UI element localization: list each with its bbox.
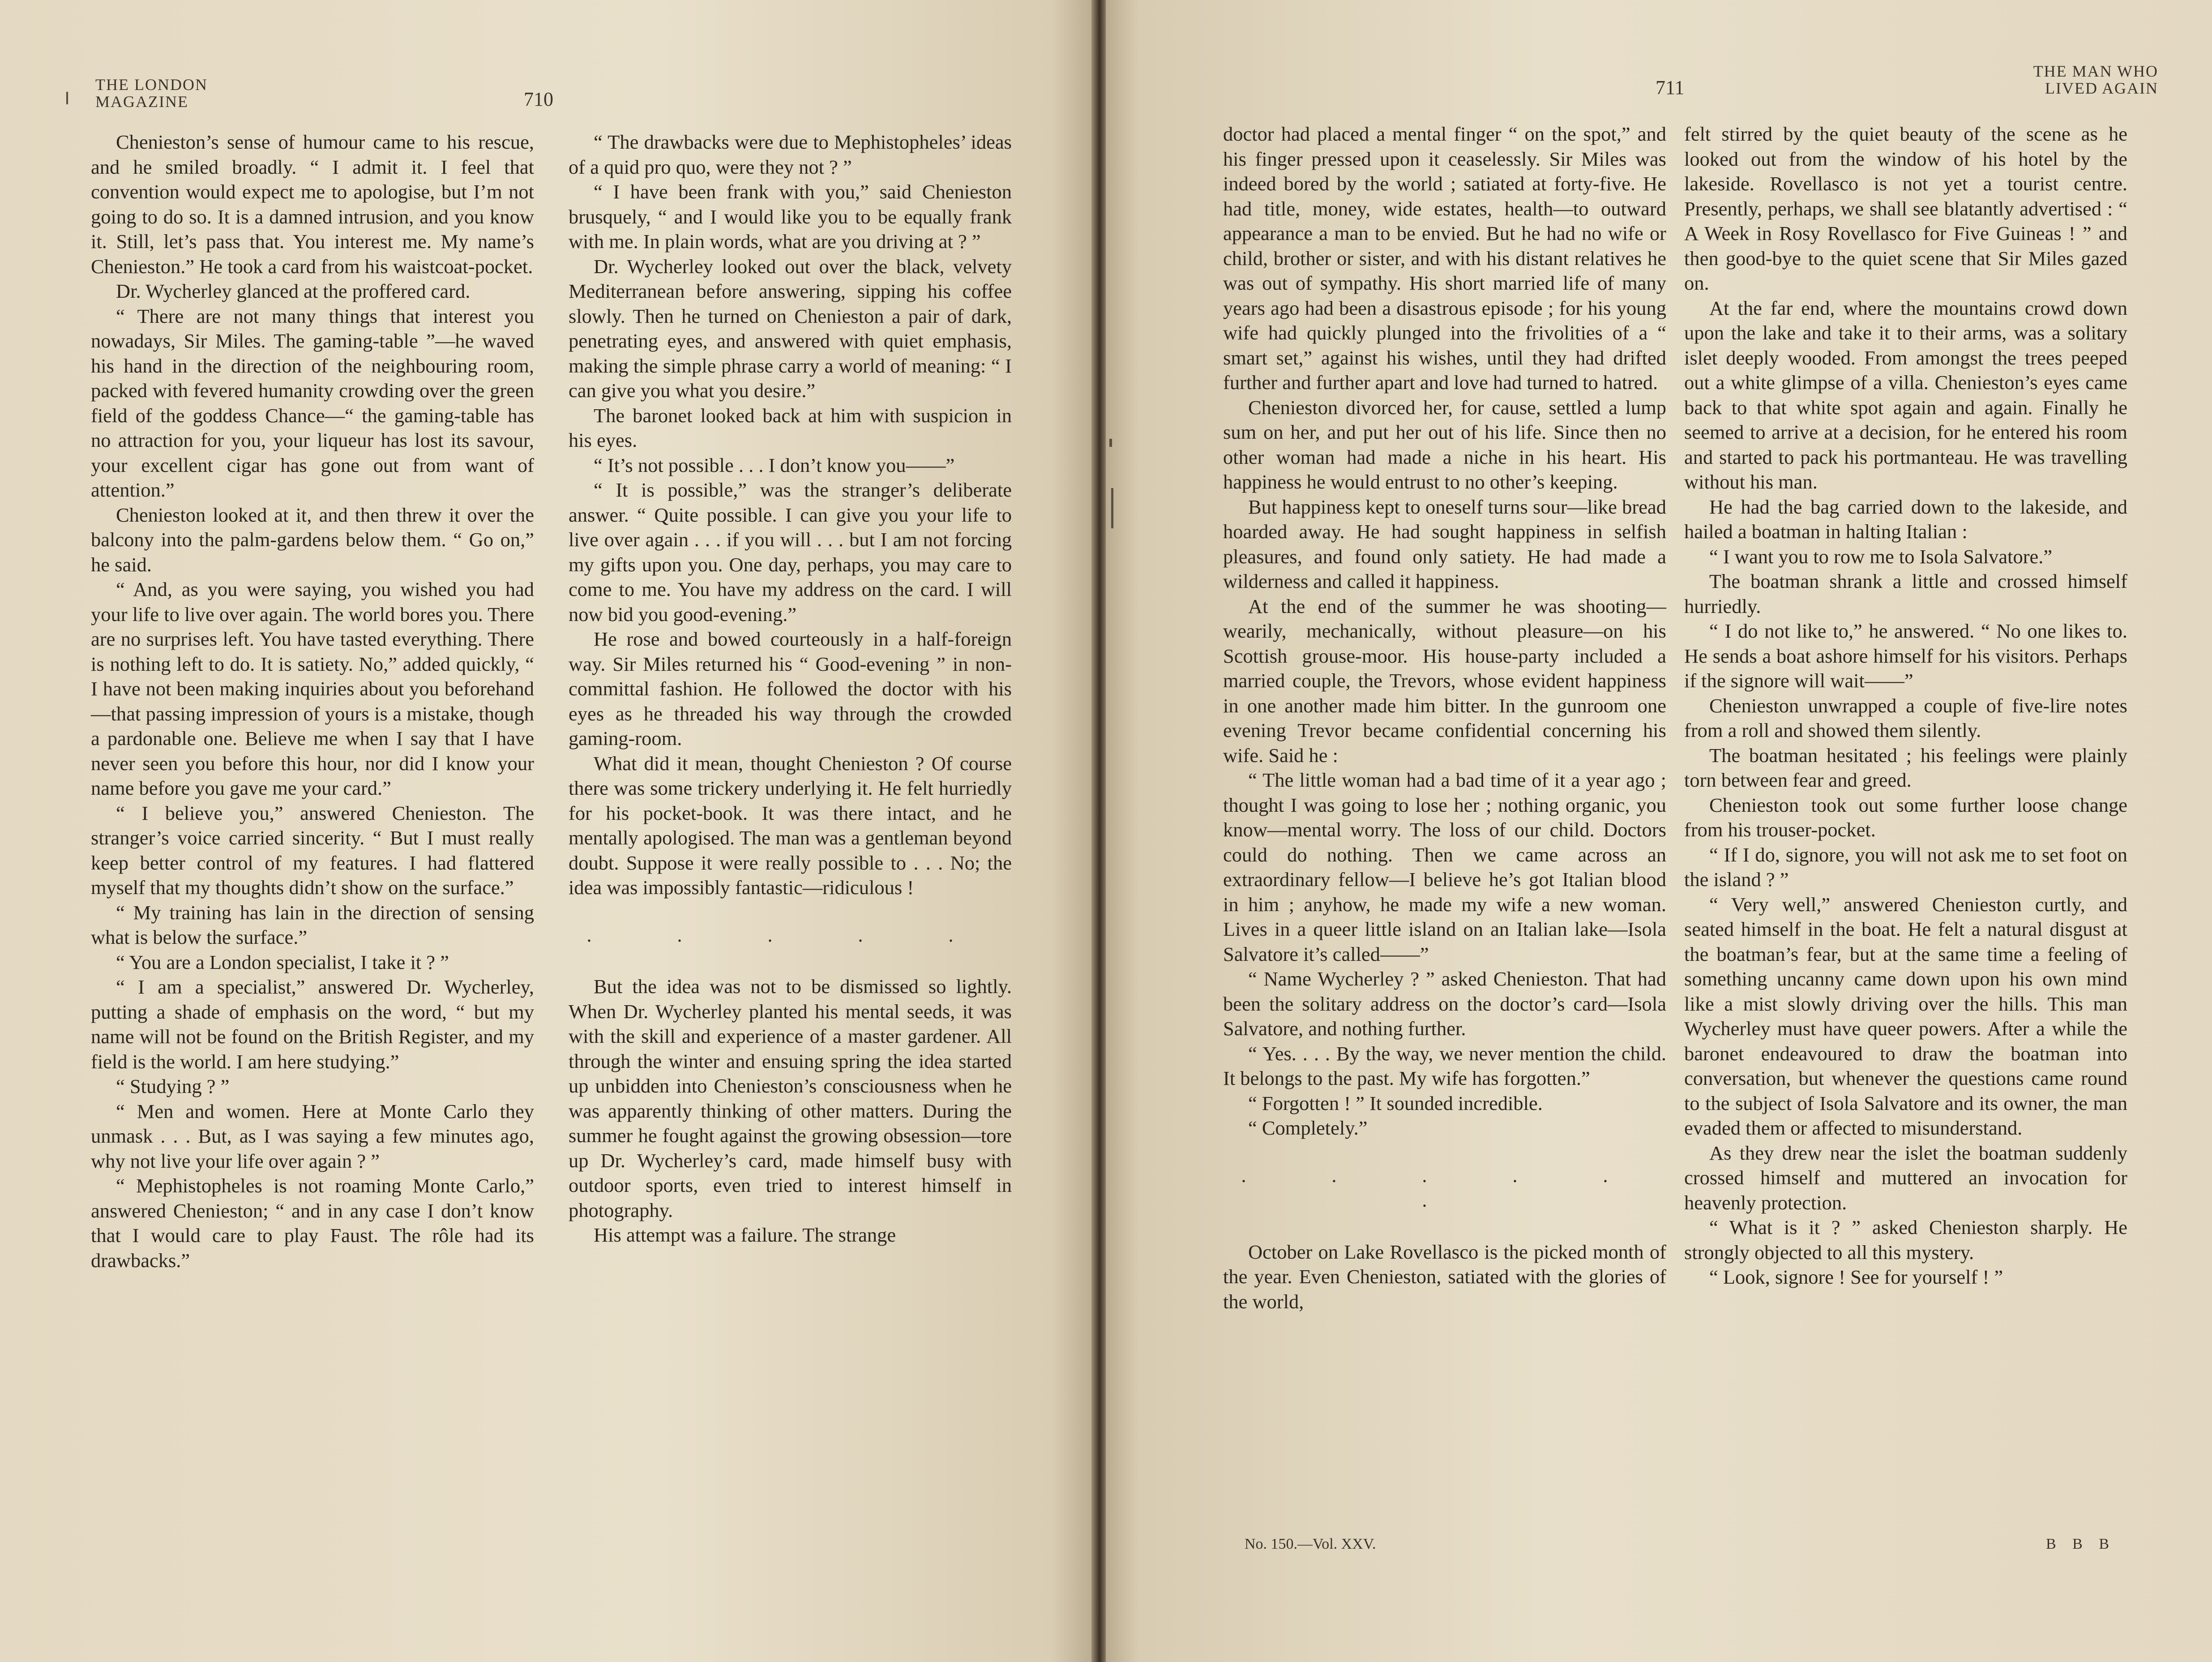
margin-mark xyxy=(1109,439,1112,447)
paragraph: “ Yes. . . . By the way, we never mention the child. It belongs to the past. My wife has forgotten.” xyxy=(1223,1042,1666,1089)
signature-mark: B B B xyxy=(2046,1536,2116,1552)
paragraph: Dr. Wycherley glanced at the proffered card. xyxy=(116,280,471,302)
book-gutter xyxy=(1091,0,1108,1662)
paragraph: “ I have been frank with you,” said Chenieston brusquely, “ and I would like you to be equally frank with me. In plain words, what are you driving at ? ” xyxy=(569,180,1012,253)
paragraph: “ It is possible,” was the stranger’s deliberate answer. “ Quite possible. I can give you your life to live over again . . . if you will . . . but I am not forcing my gifts upon you. One day, perhaps, you may care to come to me. You have my address on the card. I will now bid you good-evening.” xyxy=(569,479,1012,625)
paragraph: “ I do not like to,” he answered. “ No one likes to. He sends a boat ashore himself for his visitors. Perhaps if the signore will wait——” xyxy=(1684,620,2127,692)
running-head-left xyxy=(95,76,208,110)
paragraph: “ Look, signore ! See for yourself ! ” xyxy=(1709,1266,2003,1288)
paragraph: “ You are a London specialist, I take it ? ” xyxy=(116,951,449,973)
paragraph: Chenieston’s sense of humour came to his rescue, and he smiled broadly. “ I admit it. I feel that convention would expect me to apologise, but I’m not going to do so. It is a damned intrusion, and you know it. Still, let’s pass that. You interest me. My name’s Chenieston.” He took a card from his waistcoat-pocket. xyxy=(91,131,534,278)
margin-mark xyxy=(66,92,68,104)
paragraph: Chenieston unwrapped a couple of five-lire notes from a roll and showed them silently. xyxy=(1684,694,2127,741)
left-column-2 xyxy=(569,130,1012,1248)
paragraph: “ Completely.” xyxy=(1248,1117,1368,1139)
page-number: 711 xyxy=(1656,77,1685,99)
paragraph: “ Name Wycherley ? ” asked Chenieston. That had been the solitary address on the doctor’s card—Isola Salvatore, and nothing further. xyxy=(1223,968,1666,1040)
paragraph: Chenieston divorced her, for cause, settled a lump sum on her, and put her out of his life. Since then no other woman had made a niche in his heart. His happiness he would entrust to no other’s keeping. xyxy=(1223,396,1666,493)
paragraph: “ My training has lain in the direction of sensing what is below the surface.” xyxy=(91,901,534,948)
paragraph: He had the bag carried down to the lakeside, and hailed a boatman in halting Italian : xyxy=(1684,495,2127,543)
right-page xyxy=(1106,0,2212,1662)
paragraph: “ It’s not possible . . . I don’t know you——” xyxy=(594,454,955,476)
paragraph: The boatman hesitated ; his feelings were plainly torn between fear and greed. xyxy=(1684,744,2127,791)
paragraph: felt stirred by the quiet beauty of the scene as he looked out from the window of his hotel by the lakeside. Rovellasco is not yet a tourist centre. Presently, perhaps, we shall see blatantly advertised : “ A Week in Rosy Rovellasco for Five Guineas ! ” and then good-bye to the quiet scene that Sir Miles gazed on. xyxy=(1684,123,2127,294)
paragraph: But happiness kept to oneself turns sour—like bread hoarded away. He had sought happiness in selfish pleasures, and found only satiety. He had made a wilderness and called it happiness. xyxy=(1223,495,1666,592)
paragraph: “ If I do, signore, you will not ask me to set foot on the island ? ” xyxy=(1684,843,2127,891)
paragraph: “ I want you to row me to Isola Salvatore.” xyxy=(1709,545,2053,568)
left-column-1 xyxy=(91,130,534,1273)
left-page xyxy=(0,0,1095,1662)
paragraph: Chenieston looked at it, and then threw it over the balcony into the palm-gardens below them. “ Go on,” he said. xyxy=(91,503,534,576)
paragraph: His attempt was a failure. The strange xyxy=(594,1224,896,1246)
paragraph: “ I am a specialist,” answered Dr. Wycherley, putting a shade of emphasis on the word, “ but my name will not be found on the British Register, and my field is the world. I am here studying.” xyxy=(91,976,534,1073)
paragraph: “ The little woman had a bad time of it a year ago ; thought I was going to lose her ; nothing organic, you know—mental worry. The loss of our child. Doctors could do nothing. Then we came across an extraordinary fellow—I believe he’s got Italian blood in him ; anyhow, he made my wife a new woman. Lives in a queer little island on an Italian lake—Isola Salvatore it’s called——” xyxy=(1223,769,1666,965)
running-head-line: MAGAZINE xyxy=(95,93,188,111)
paragraph: The baronet looked back at him with suspicion in his eyes. xyxy=(569,404,1012,451)
section-break: . . . . . . xyxy=(1241,1164,1648,1211)
paragraph: “ What is it ? ” asked Chenieston sharply. He strongly objected to all this mystery. xyxy=(1684,1216,2127,1264)
paragraph: “ Very well,” answered Chenieston curtly, and seated himself in the boat. He felt a natural disgust at the boatman’s fear, but at the same time a feeling of something uncanny came down upon his own mind like a mist slowly driving over the hills. This man Wycherley must have queer powers. After a while the baronet endeavoured to draw the boatman into conversation, but whenever the questions came round to the subject of Isola Salvatore and its owner, the man evaded them or affected to misunderstand. xyxy=(1684,893,2127,1139)
paragraph: At the far end, where the mountains crowd down upon the lake and take it to their arms, was a solitary islet deeply wooded. From amongst the trees peeped out a white glimpse of a villa. Chenieston’s eyes came back to that white spot again and again. Finally he seemed to arrive at a decision, for he entered his room and started to pack his portmanteau. He was travelling without his man. xyxy=(1684,296,2127,493)
paragraph: “ And, as you were saying, you wished you had your life to live over again. The world bores you. There are no surprises left. You have tasted everything. There is nothing left to do. It is satiety. No,” added quickly, “ I have not been making inquiries about you beforehand—that passing impression of yours is a mistake, though a pardonable one. Believe me when I say that I have never seen you before this hour, nor did I know your name before you gave me your card.” xyxy=(91,578,534,799)
section-break: . . . . . xyxy=(586,924,994,946)
paragraph: “ Mephistopheles is not roaming Monte Carlo,” answered Chenieston; “ and in any case I don’t know that I would care to play Faust. The rôle had its drawbacks.” xyxy=(91,1174,534,1272)
paragraph: What did it mean, thought Chenieston ? Of course there was some trickery underlying it. He felt hurriedly for his pocket-book. It was there intact, and he mentally apologised. The man was a gentleman beyond doubt. Suppose it were really possible to . . . No; the idea was impossibly fantastic—ridiculous ! xyxy=(569,752,1012,899)
paragraph: But the idea was not to be dismissed so lightly. When Dr. Wycherley planted his mental seeds, it was with the skill and experience of a master gardener. All through the winter and ensuing spring the idea started up unbidden into Chenieston’s consciousness when he was apparently thinking of other matters. During the summer he fought against the growing obsession—tore up Dr. Wycherley’s card, made himself busy with outdoor sports, even tried to interest himself in photography. xyxy=(569,975,1012,1221)
paragraph: “ There are not many things that interest you nowadays, Sir Miles. The gaming-table ”—he waved his hand in the direction of the neighbouring room, packed with fevered humanity crowding over the green field of the goddess Chance—“ the gaming-table has no attraction for you, your liqueur has lost its savour, your excellent cigar has gone out from want of attention.” xyxy=(91,304,534,501)
paragraph: “ Men and women. Here at Monte Carlo they unmask . . . But, as I was saying a few minutes ago, why not live your life over again ? ” xyxy=(91,1100,534,1172)
page-number: 710 xyxy=(524,88,553,110)
paragraph: “ Forgotten ! ” It sounded incredible. xyxy=(1248,1092,1543,1114)
running-head-right xyxy=(2033,63,2158,97)
paragraph: October on Lake Rovellasco is the picked month of the year. Even Chenieston, satiated with the glories of the world, xyxy=(1223,1240,1666,1313)
paragraph: As they drew near the islet the boatman suddenly crossed himself and muttered an invocation for heavenly protection. xyxy=(1684,1141,2127,1214)
paragraph: The boatman shrank a little and crossed himself hurriedly. xyxy=(1684,570,2127,617)
right-column-2 xyxy=(1684,122,2127,1290)
paragraph: Chenieston took out some further loose change from his trouser-pocket. xyxy=(1684,793,2127,841)
running-head-line: THE MAN WHO xyxy=(2033,62,2158,80)
right-column-1 xyxy=(1223,122,1666,1314)
paragraph: “ The drawbacks were due to Mephistopheles’ ideas of a quid pro quo, were they not ? ” xyxy=(569,131,1012,178)
running-head-line: LIVED AGAIN xyxy=(2045,79,2158,97)
paragraph: doctor had placed a mental finger “ on the spot,” and his finger pressed upon it ceaselessly. Sir Miles was indeed bored by the world ; satiated at forty-five. He had title, money, wide estates, health—to outward appearance a man to be envied. But he had no wife or child, brother or sister, and with his distant relatives he was out of sympathy. His short married life of many years ago had been a disastrous episode ; for his young wife had quickly plunged into the frivolities of a “ smart set,” against his wishes, until they had drifted further and further apart and love had turned to hatred. xyxy=(1223,123,1666,394)
paragraph: “ Studying ? ” xyxy=(116,1075,230,1097)
paragraph: “ I believe you,” answered Chenieston. The stranger’s voice carried sincerity. “ But I must really keep better control of my features. I had flattered myself that my thoughts didn’t show on the surface.” xyxy=(91,801,534,899)
paragraph: At the end of the summer he was shooting—wearily, mechanically, without pleasure—on his Scottish grouse-moor. His house-party included a married couple, the Trevors, whose evident happiness in one another made him bitter. In the gunroom one evening Trevor became confidential concerning his wife. Said he : xyxy=(1223,595,1666,767)
issue-footer: No. 150.—Vol. XXV. xyxy=(1245,1536,1376,1552)
margin-mark xyxy=(1111,488,1113,528)
paragraph: Dr. Wycherley looked out over the black, velvety Mediterranean before answering, sipping his coffee slowly. Then he turned on Chenieston a pair of dark, penetrating eyes, and answered with quiet emphasis, making the simple phrase carry a world of meaning: “ I can give you what you desire.” xyxy=(569,255,1012,402)
running-head-line: THE LONDON xyxy=(95,76,208,94)
paragraph: He rose and bowed courteously in a half-foreign way. Sir Miles returned his “ Good-evening ” in non-committal fashion. He followed the doctor with his eyes as he threaded his way through the crowded gaming-room. xyxy=(569,628,1012,750)
